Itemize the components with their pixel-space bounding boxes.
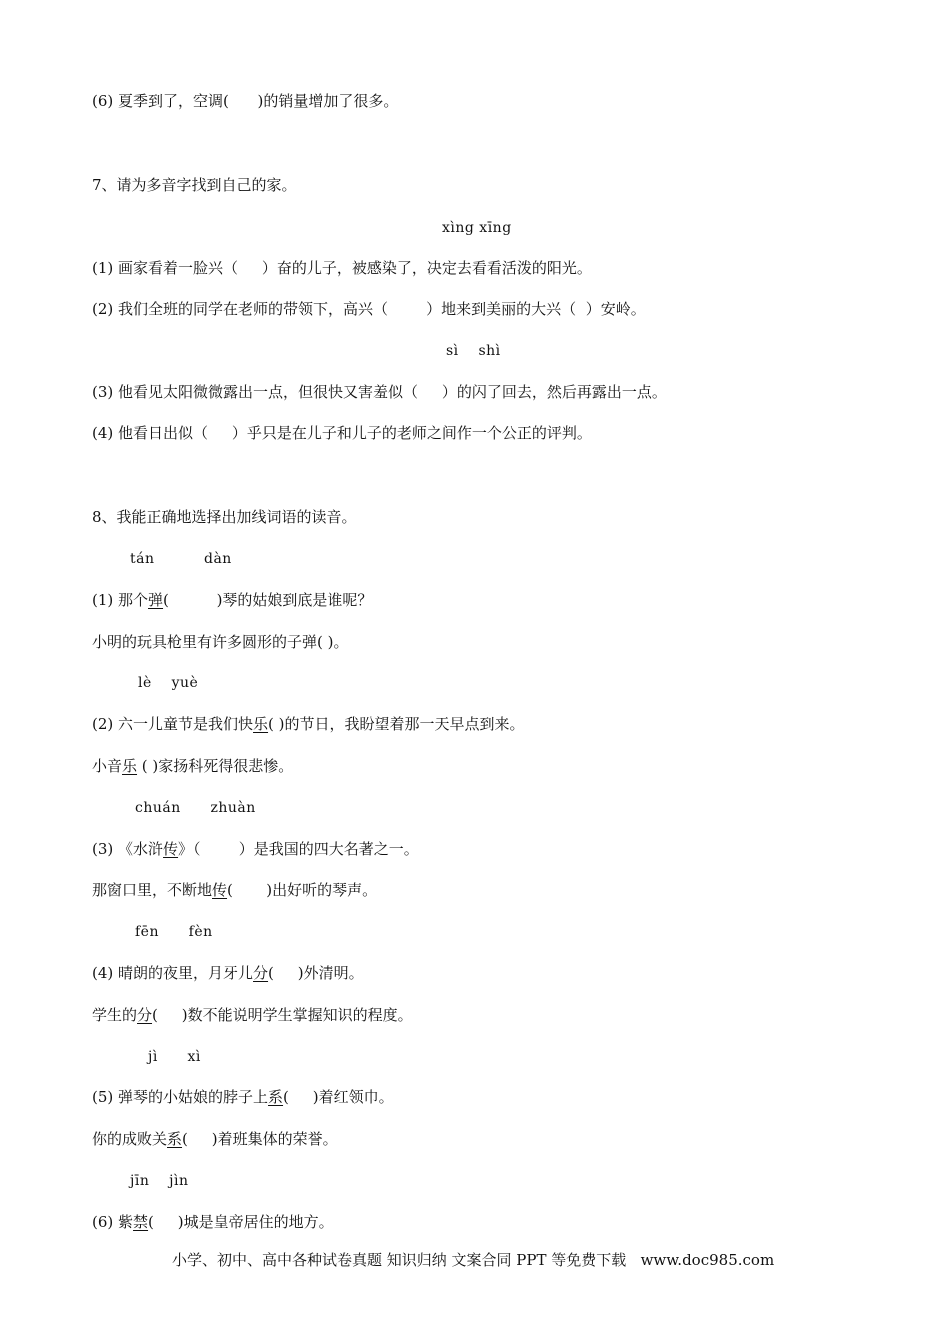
q8-g4-b-underlined: 分 xyxy=(137,1006,153,1024)
q8-g4-a-prefix: (4) 晴朗的夜里，月牙儿 xyxy=(92,964,254,982)
q8-g6-sentence-a xyxy=(92,1212,334,1232)
q8-g3-a-underlined: 传 xyxy=(163,840,179,858)
q8-g3-sentence-a xyxy=(92,839,419,859)
q8-g1-sentence-b: 小明的玩具枪里有许多圆形的子弹( )。 xyxy=(92,633,349,651)
q8-g4-sentence-a xyxy=(92,963,364,983)
q8-g3-pinyin: chuán zhuàn xyxy=(135,800,256,816)
q8-g6-a-prefix: (6) 紫 xyxy=(92,1213,134,1231)
q7-item-4: (4) 他看日出似（ ）乎只是在儿子和儿子的老师之间作一个公正的评判。 xyxy=(92,424,592,442)
q8-g6-a-underlined: 禁 xyxy=(133,1213,149,1231)
q8-g1-sentence-a xyxy=(92,590,372,610)
q8-g3-b-underlined: 传 xyxy=(212,881,228,899)
q8-g5-b-prefix: 你的成败关 xyxy=(92,1130,168,1148)
q8-g1-a-suffix: ( )琴的姑娘到底是谁呢？ xyxy=(163,591,373,609)
q8-g2-b-suffix: ( )家扬科死得很悲惨。 xyxy=(137,757,294,775)
q8-g4-b-prefix: 学生的 xyxy=(92,1006,138,1024)
q8-g2-b-underlined: 乐 xyxy=(122,757,138,775)
q8-g5-a-underlined: 系 xyxy=(268,1088,284,1106)
q8-g5-a-prefix: (5) 弹琴的小姑娘的脖子上 xyxy=(92,1088,269,1106)
q8-g3-b-suffix: ( )出好听的琴声。 xyxy=(227,881,378,899)
q8-g3-a-suffix: 》（ ）是我国的四大名著之一。 xyxy=(178,840,419,858)
q8-g2-pinyin: lè yuè xyxy=(138,675,199,691)
q8-g4-a-suffix: ( )外清明。 xyxy=(268,964,364,982)
q8-g5-b-underlined: 系 xyxy=(167,1130,183,1148)
q7-item-2: (2) 我们全班的同学在老师的带领下，高兴（ ）地来到美丽的大兴（ ）安岭。 xyxy=(92,300,646,318)
q8-g4-sentence-b xyxy=(92,1005,413,1025)
page-footer: 小学、初中、高中各种试卷真题 知识归纳 文案合同 PPT 等免费下载 www.doc985.com xyxy=(172,1251,775,1269)
q8-g3-b-prefix: 那窗口里，不断地 xyxy=(92,881,213,899)
q8-g1-a-underlined: 弹 xyxy=(148,591,164,609)
q8-g2-sentence-b xyxy=(92,756,293,776)
q8-g5-pinyin: jì xì xyxy=(148,1049,201,1065)
q8-g2-a-underlined: 乐 xyxy=(253,715,269,733)
q8-g4-b-suffix: ( )数不能说明学生掌握知识的程度。 xyxy=(152,1006,413,1024)
q8-g4-a-underlined: 分 xyxy=(253,964,269,982)
q8-g2-a-prefix: (2) 六一儿童节是我们快 xyxy=(92,715,254,733)
q8-g5-sentence-a xyxy=(92,1087,394,1107)
q8-g5-a-suffix: ( )着红领巾。 xyxy=(283,1088,394,1106)
q8-g5-b-suffix: ( )着班集体的荣誉。 xyxy=(182,1130,338,1148)
q8-g6-pinyin: jīn jìn xyxy=(130,1173,189,1189)
q7-title: 7、请为多音字找到自己的家。 xyxy=(92,176,297,194)
q8-g3-a-prefix: (3) 《水浒 xyxy=(92,840,164,858)
q8-title: 8、我能正确地选择出加线词语的读音。 xyxy=(92,508,357,526)
q8-g2-sentence-a xyxy=(92,714,525,734)
q8-g5-sentence-b xyxy=(92,1129,338,1149)
q7-item-1: (1) 画家看着一脸兴（ ）奋的儿子，被感染了，决定去看看活泼的阳光。 xyxy=(92,259,592,277)
q8-g1-pinyin: tán dàn xyxy=(130,551,232,567)
q8-g2-a-suffix: ( )的节日，我盼望着那一天早点到来。 xyxy=(268,715,525,733)
q7-item-3: (3) 他看见太阳微微露出一点，但很快又害羞似（ ）的闪了回去，然后再露出一点。 xyxy=(92,383,667,401)
q8-g4-pinyin: fēn fèn xyxy=(135,924,213,940)
q8-g2-b-prefix: 小音 xyxy=(92,757,123,775)
q8-g6-a-suffix: ( )城是皇帝居住的地方。 xyxy=(148,1213,334,1231)
q8-g3-sentence-b xyxy=(92,880,377,900)
q7-pinyin-xing: xìng xīng xyxy=(442,220,512,236)
q7-pinyin-si: sì shì xyxy=(446,343,501,359)
q6-item-6: (6) 夏季到了，空调( )的销量增加了很多。 xyxy=(92,92,399,110)
q8-g1-a-prefix: (1) 那个 xyxy=(92,591,149,609)
